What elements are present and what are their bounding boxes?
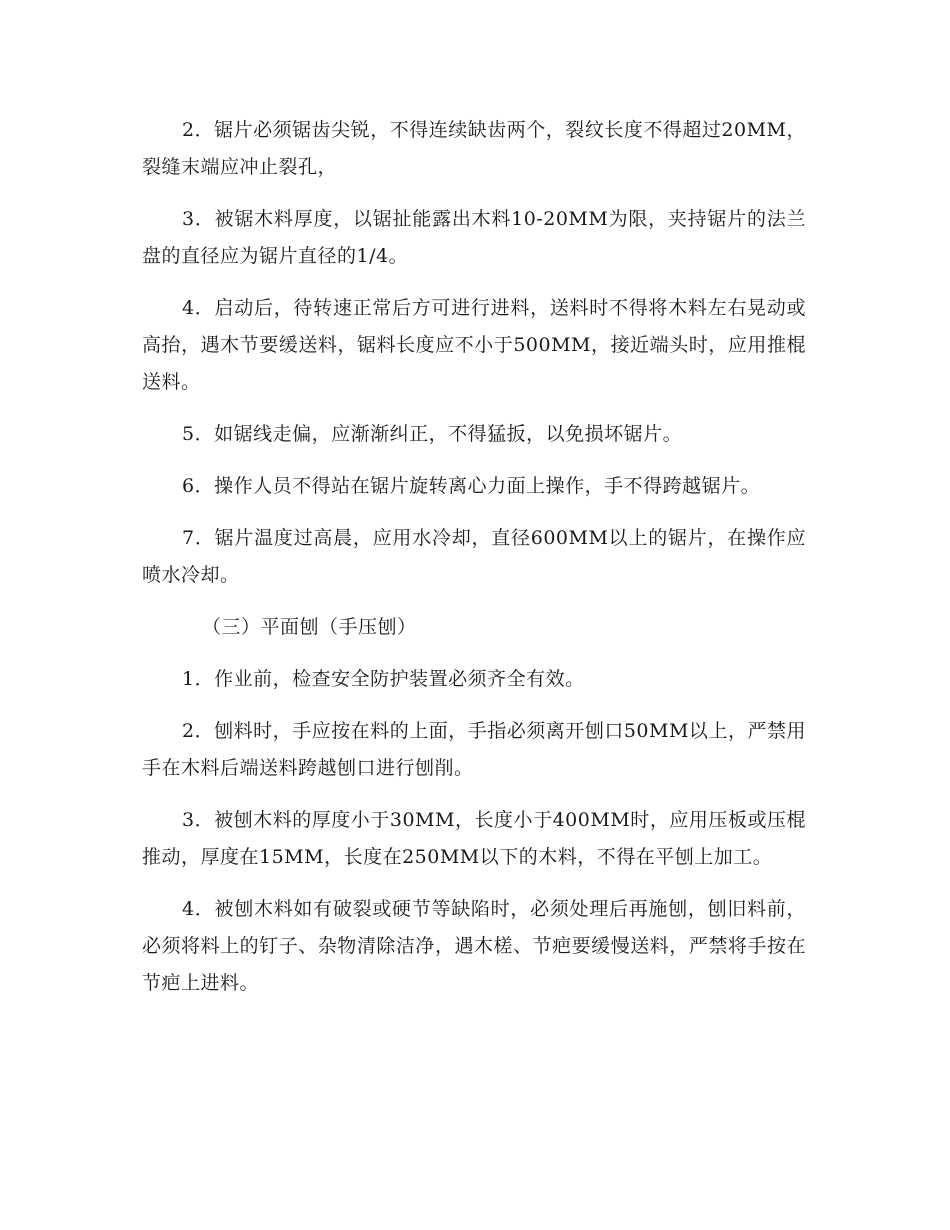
paragraph-saw-line: 5．如锯线走偏，应渐渐纠正，不得猛扳，以免损坏锯片。 xyxy=(182,423,683,445)
paragraph-defects: 4．被刨木料如有破裂或硬节等缺陷时，必须处理后再施刨，刨旧料前，必须将料上的钉子、杂物清除洁净，遇木槎、节疤要缓慢送料，严禁将手按在节疤上进料。 xyxy=(142,898,806,994)
paragraph-saw-cooling: 7．锯片温度过高晨，应用水冷却，直径600MM以上的锯片，在操作应喷水冷却。 xyxy=(142,527,806,586)
paragraph-hand-position: 2．刨料时，手应按在料的上面，手指必须离开刨口50MM以上，严禁用手在木料后端送料跨越刨口进行刨削。 xyxy=(142,720,806,779)
paragraph-feeding: 4．启动后，待转速正常后方可进行进料，送料时不得将木料左右晃动或高抬，遇木节要缓送料，锯料长度应不小于500MM，接近端头时，应用推棍送料。 xyxy=(142,297,806,393)
paragraph-saw-teeth: 2．锯片必须锯齿尖锐，不得连续缺齿两个，裂纹长度不得超过20MM，裂缝末端应冲止裂孔， xyxy=(142,119,806,178)
paragraph-small-wood: 3．被刨木料的厚度小于30MM，长度小于400MM时，应用压板或压棍推动，厚度在15MM，长度在250MM以下的木料，不得在平刨上加工。 xyxy=(142,809,806,868)
paragraph-operator-position: 6．操作人员不得站在锯片旋转离心力面上操作，手不得跨越锯片。 xyxy=(182,475,761,497)
section-heading-planer: （三）平面刨（手压刨） xyxy=(202,616,417,638)
paragraph-wood-thickness: 3．被锯木料厚度，以锯扯能露出木料10-20MM为限，夹持锯片的法兰盘的直径应为锯片直径的1/4。 xyxy=(142,208,806,267)
document-body xyxy=(142,112,806,1017)
paragraph-pre-operation: 1．作业前，检查安全防护装置必须齐全有效。 xyxy=(182,668,585,690)
